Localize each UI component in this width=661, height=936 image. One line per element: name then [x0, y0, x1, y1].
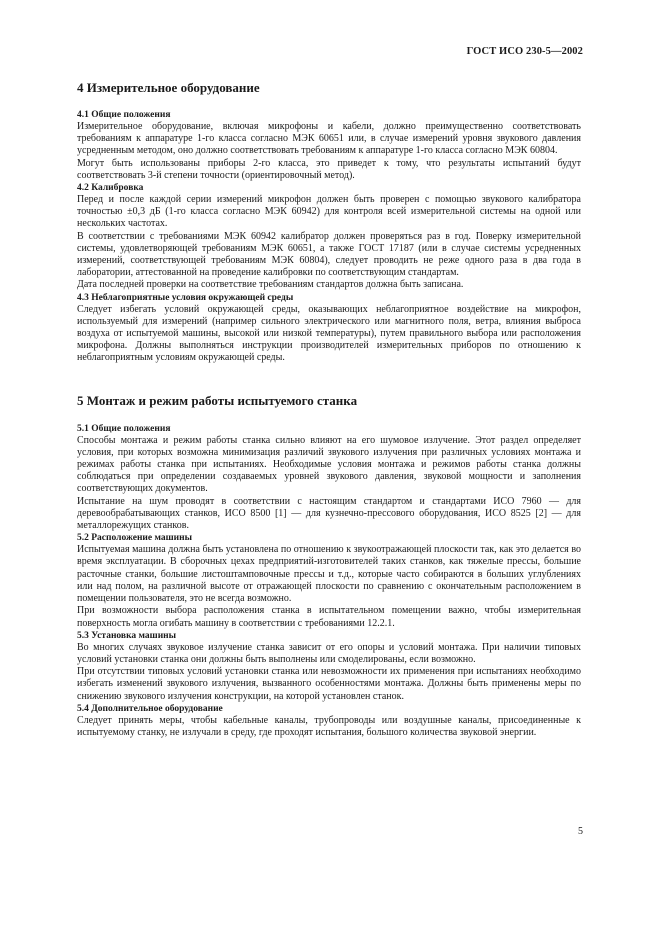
paragraph: Испытуемая машина должна быть установлена по отношению к звукоотражающей плоскости так, как это делается во время эксплуатации. В сборочных цехах предприятий-изготовителей таких станков, как тяжелые прессы, большие расточные станки, большие листоштамповочные прессы и т.д., которые часто собираются в больших углублениях или над полом, на различной высоте от отражающей плоскости по сравнению с окончательным расположением в помещении пользователя, это не всегда возможно.: [77, 544, 581, 605]
paragraph: Испытание на шум проводят в соответствии с настоящим стандартом и стандартами ИСО 7960 — для деревообрабатывающих станков, ИСО 8500 [1] — для кузнечно-прессового оборудования, ИСО 8525 [2] — для металлорежущих станков.: [77, 495, 581, 532]
subsection-4-1-title: 4.1 Общие положения: [77, 110, 171, 120]
section-5-title: 5 Монтаж и режим работы испытуемого станка: [77, 392, 358, 408]
paragraph: При возможности выбора расположения станка в испытательном помещении важно, чтобы измерительная поверхность могла огибать машину в соответствии с требованиями 12.2.1.: [77, 605, 581, 629]
paragraph: В соответствии с требованиями МЭК 60942 калибратор должен проверяться раз в год. Поверку измерительной системы, удовлетворяющей требованиям МЭК 60651, а также ГОСТ 17187 (или в случае системы усредненных измерений, соответствующей требованиям МЭК 60804), следует проводить не реже одного раза в два года в лаборатории, аттестованной на проведение калибровки по соответствующим стандартам.: [77, 230, 581, 279]
subsection-5-3-title: 5.3 Установка машины: [77, 630, 177, 641]
page-header: ГОСТ ИСО 230-5—2002: [466, 46, 583, 57]
subsection-5-1-title: 5.1 Общие положения: [77, 423, 171, 434]
paragraph: Могут быть использованы приборы 2-го класса, это приведет к тому, что результаты испытаний будут соответствовать 3-й степени точности (ориентировочный метод).: [77, 157, 581, 181]
paragraph: Способы монтажа и режим работы станка сильно влияют на его шумовое излучение. Этот раздел определяет условия, при которых возможна минимизация различий звукового излучения при различных условиях монтажа и режимах работы станка при испытаниях. Необходимые условия монтажа и режимов работы станка должны соблюдаться при определении создаваемых уровней звукового давления, звуковой мощности и заполнения соответствующих документов.: [77, 434, 581, 495]
paragraph: Во многих случаях звуковое излучение станка зависит от его опоры и условий монтажа. При наличии типовых условий установки станка они должны быть выполнены или смоделированы, если возможно.: [77, 641, 581, 665]
paragraph: Перед и после каждой серии измерений микрофон должен быть проверен с помощью звукового калибратора точностью ±0,3 дБ (1-го класса согласно МЭК 60942) для контроля всей измерительной системы на одной или нескольких частотах.: [77, 194, 581, 230]
subsection-4-2-title: 4.2 Калибровка: [77, 183, 144, 194]
subsection-4-3-title: 4.3 Неблагоприятные условия окружающей среды: [77, 292, 294, 303]
paragraph: При отсутствии типовых условий установки станка или невозможности их применения при испытаниях необходимо избегать изменений звукового излучения, вызванного особенностями монтажа. Должны быть применены меры по снижению звукового излучения конструкции, на которой установлен станок.: [77, 666, 581, 702]
subsection-5-2-title: 5.2 Расположение машины: [77, 533, 193, 544]
section-4-title: 4 Измерительное оборудование: [77, 80, 260, 95]
paragraph: Следует избегать условий окружающей среды, оказывающих неблагоприятное воздействие на микрофон, используемый для измерений (например сильного электрического или магнитного поля, ветра, влияния выброса воздуха от испытуемой машины, высокой или низкой температуры), путем правильного выбора или расположения микрофона. Должны выполняться инструкции производителей измерительных приборов по отношению к неблагоприятным условиям окружающей среды.: [77, 303, 581, 364]
page-content: [77, 78, 581, 739]
paragraph: Следует принять меры, чтобы кабельные каналы, трубопроводы или воздушные каналы, присоединенные к испытуемому станку, не излучали в среду, где проходят испытания, большого количества звуковой энергии.: [77, 714, 581, 738]
paragraph: Дата последней проверки на соответствие требованиям стандартов должна быть записана.: [77, 279, 464, 291]
subsection-5-4-title: 5.4 Дополнительное оборудование: [77, 703, 223, 714]
paragraph: Измерительное оборудование, включая микрофоны и кабели, должно преимущественно соответствовать требованиям к аппаратуре 1-го класса согласно МЭК 60651 или, в случае измерений уровня звукового давления усредненным методом, оно должно соответствовать требованиям к аппаратуре 1-го класса согласно МЭК 60804.: [77, 121, 581, 157]
page-number: 5: [578, 826, 583, 837]
